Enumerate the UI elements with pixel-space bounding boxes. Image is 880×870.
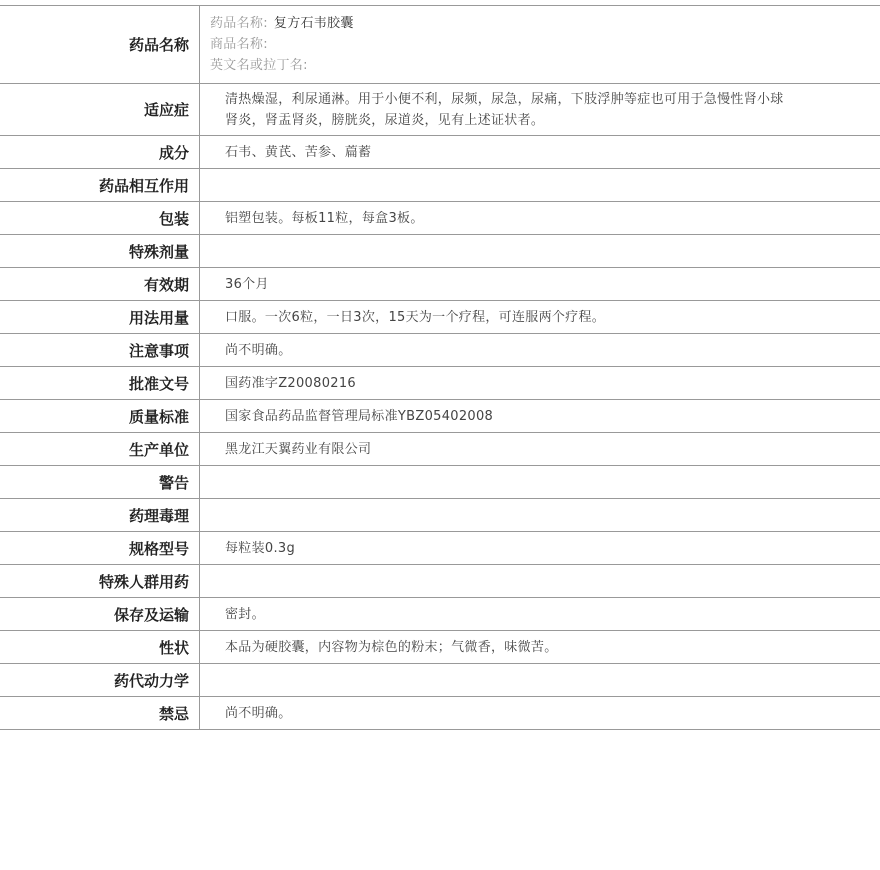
drug-name-values [200, 6, 880, 83]
spec-label-precautions: 注意事项 [0, 334, 200, 366]
spec-label-packaging: 包装 [0, 202, 200, 234]
spec-label-indications: 适应症 [0, 84, 200, 135]
spec-label-pharmacokinetics: 药代动力学 [0, 664, 200, 696]
spec-label-approval-number: 批准文号 [0, 367, 200, 399]
generic-name-key: 药品名称: [210, 16, 268, 31]
spec-label-special-populations: 特殊人群用药 [0, 565, 200, 597]
spec-row-special-dosage [0, 235, 880, 268]
trade-name-key: 商品名称: [210, 37, 268, 52]
drug-spec-table [0, 5, 880, 730]
spec-row-interactions [0, 169, 880, 202]
english-name-line [210, 55, 314, 76]
spec-value-specification: 每粒装0.3g [225, 540, 296, 556]
spec-label-special-dosage: 特殊剂量 [0, 235, 200, 267]
spec-row-manufacturer [0, 433, 880, 466]
spec-label-shelf-life: 有效期 [0, 268, 200, 300]
spec-value-interactions [200, 169, 880, 201]
spec-label-storage: 保存及运输 [0, 598, 200, 630]
spec-label-pharmacology: 药理毒理 [0, 499, 200, 531]
drug-name-label: 药品名称 [0, 6, 200, 83]
spec-row-special-populations [0, 565, 880, 598]
spec-row-specification [0, 532, 880, 565]
spec-value-ingredients: 石韦、黄芪、苦参、萹蓄 [225, 144, 372, 160]
spec-row-pharmacokinetics [0, 664, 880, 697]
trade-name-line [210, 34, 274, 55]
spec-value-pharmacology [200, 499, 880, 531]
spec-row-approval-number [0, 367, 880, 400]
spec-label-description: 性状 [0, 631, 200, 663]
spec-value-precautions: 尚不明确。 [225, 342, 292, 358]
spec-value-quality-standard: 国家食品药品监督管理局标准YBZ05402008 [225, 408, 494, 424]
spec-value-storage: 密封。 [225, 606, 265, 622]
spec-value-manufacturer: 黑龙江天翼药业有限公司 [225, 441, 372, 457]
spec-row-ingredients [0, 136, 880, 169]
spec-row-indications [0, 84, 880, 136]
generic-name-line [210, 13, 354, 34]
spec-row-warning [0, 466, 880, 499]
spec-label-ingredients: 成分 [0, 136, 200, 168]
spec-value-packaging: 铝塑包装。每板11粒，每盒3板。 [225, 210, 424, 226]
spec-label-specification: 规格型号 [0, 532, 200, 564]
spec-label-warning: 警告 [0, 466, 200, 498]
spec-label-usage: 用法用量 [0, 301, 200, 333]
spec-value-indications: 清热燥湿，利尿通淋。用于小便不利，尿频，尿急，尿痛，下肢浮肿等症也可用于急慢性肾小球肾炎，肾盂肾炎，膀胱炎，尿道炎，见有上述证状者。 [225, 91, 784, 128]
spec-value-usage: 口服。一次6粒，一日3次，15天为一个疗程，可连服两个疗程。 [225, 309, 606, 325]
spec-label-manufacturer: 生产单位 [0, 433, 200, 465]
spec-label-interactions: 药品相互作用 [0, 169, 200, 201]
spec-row-shelf-life [0, 268, 880, 301]
spec-row-description [0, 631, 880, 664]
spec-row-quality-standard [0, 400, 880, 433]
spec-row-pharmacology [0, 499, 880, 532]
spec-label-contraindications: 禁忌 [0, 697, 200, 729]
spec-row-storage [0, 598, 880, 631]
english-name-key: 英文名或拉丁名: [210, 58, 308, 73]
spec-value-warning [200, 466, 880, 498]
spec-value-contraindications: 尚不明确。 [225, 705, 292, 721]
spec-value-description: 本品为硬胶囊，内容物为棕色的粉末；气微香，味微苦。 [225, 639, 558, 655]
spec-row-precautions [0, 334, 880, 367]
spec-value-pharmacokinetics [200, 664, 880, 696]
spec-row-usage [0, 301, 880, 334]
spec-row-contraindications [0, 697, 880, 730]
spec-row-packaging [0, 202, 880, 235]
drug-name-row [0, 6, 880, 84]
spec-value-shelf-life: 36个月 [225, 276, 269, 292]
spec-value-special-populations [200, 565, 880, 597]
spec-value-approval-number: 国药准字Z20080216 [225, 375, 356, 391]
spec-label-quality-standard: 质量标准 [0, 400, 200, 432]
generic-name-value: 复方石韦胶囊 [273, 16, 354, 31]
spec-value-special-dosage [200, 235, 880, 267]
